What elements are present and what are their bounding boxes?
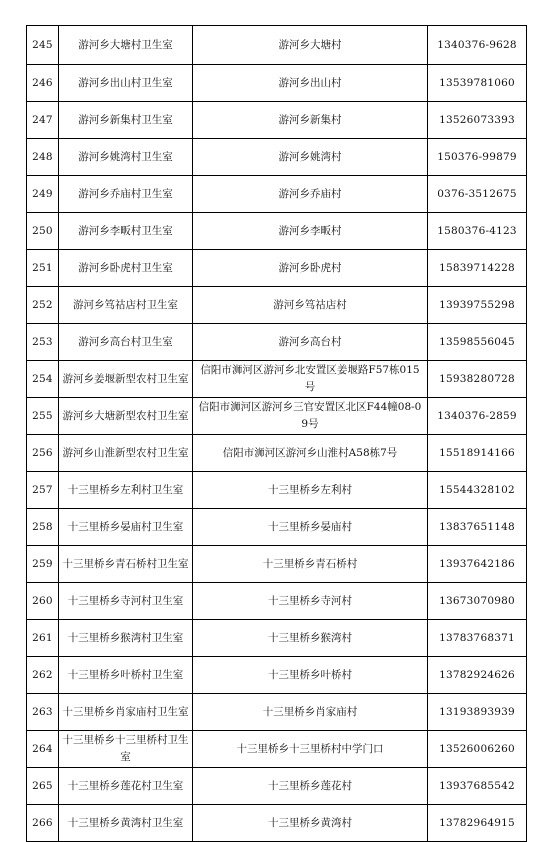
clinic-address: 游河乡出山村	[193, 65, 428, 102]
clinic-phone: 13526006260	[428, 731, 527, 768]
clinic-address: 十三里桥乡左利村	[193, 472, 428, 509]
clinic-name: 十三里桥乡十三里桥村卫生室	[59, 731, 193, 768]
row-number: 247	[27, 102, 59, 139]
clinic-address: 十三里桥乡莲花村	[193, 768, 428, 805]
clinic-phone: 0376-3512675	[428, 176, 527, 213]
row-number: 260	[27, 583, 59, 620]
table-row	[27, 435, 527, 472]
table-row	[27, 509, 527, 546]
clinic-phone: 1340376-2859	[428, 398, 527, 435]
row-number: 253	[27, 324, 59, 361]
clinic-address: 游河乡卧虎村	[193, 250, 428, 287]
row-number: 251	[27, 250, 59, 287]
table-row	[27, 65, 527, 102]
table-row	[27, 213, 527, 250]
clinic-name: 十三里桥乡肖家庙村卫生室	[59, 694, 193, 731]
clinic-name: 十三里桥乡寺河村卫生室	[59, 583, 193, 620]
table-row	[27, 398, 527, 435]
clinic-address: 十三里桥乡黄湾村	[193, 805, 428, 842]
clinic-address: 游河乡李畈村	[193, 213, 428, 250]
clinic-name: 游河乡高台村卫生室	[59, 324, 193, 361]
clinic-address: 十三里桥乡寺河村	[193, 583, 428, 620]
clinic-name: 十三里桥乡叶桥村卫生室	[59, 657, 193, 694]
clinic-address: 十三里桥乡肖家庙村	[193, 694, 428, 731]
clinic-phone: 13539781060	[428, 65, 527, 102]
row-number: 252	[27, 287, 59, 324]
row-number: 261	[27, 620, 59, 657]
row-number: 246	[27, 65, 59, 102]
row-number: 263	[27, 694, 59, 731]
clinic-phone: 13937685542	[428, 768, 527, 805]
table-row	[27, 657, 527, 694]
clinic-phone: 15839714228	[428, 250, 527, 287]
row-number: 264	[27, 731, 59, 768]
clinic-address: 十三里桥乡猴湾村	[193, 620, 428, 657]
clinic-address: 十三里桥乡十三里桥村中学门口	[193, 731, 428, 768]
clinic-address: 游河乡大塘村	[193, 26, 428, 65]
clinic-name: 十三里桥乡莲花村卫生室	[59, 768, 193, 805]
clinic-phone: 1340376-9628	[428, 26, 527, 65]
table-row	[27, 472, 527, 509]
clinic-name: 十三里桥乡黄湾村卫生室	[59, 805, 193, 842]
table-row	[27, 361, 527, 398]
row-number: 256	[27, 435, 59, 472]
clinic-address: 游河乡姚湾村	[193, 139, 428, 176]
row-number: 254	[27, 361, 59, 398]
clinic-address: 信阳市浉河区游河乡山淮村A58栋7号	[193, 435, 428, 472]
clinic-phone: 15518914166	[428, 435, 527, 472]
table-row	[27, 731, 527, 768]
table-row	[27, 324, 527, 361]
table-row	[27, 583, 527, 620]
table-row	[27, 620, 527, 657]
clinic-address: 游河乡乔庙村	[193, 176, 428, 213]
row-number: 259	[27, 546, 59, 583]
clinic-name: 游河乡笃祜店村卫生室	[59, 287, 193, 324]
clinic-phone: 13193893939	[428, 694, 527, 731]
clinic-name: 游河乡李畈村卫生室	[59, 213, 193, 250]
row-number: 255	[27, 398, 59, 435]
clinic-address: 十三里桥乡晏庙村	[193, 509, 428, 546]
table-row	[27, 250, 527, 287]
clinic-name: 十三里桥乡左利村卫生室	[59, 472, 193, 509]
clinic-address: 信阳市浉河区游河乡北安置区姜堰路F57栋015号	[193, 361, 428, 398]
clinic-name: 十三里桥乡晏庙村卫生室	[59, 509, 193, 546]
clinic-phone: 15938280728	[428, 361, 527, 398]
table-row	[27, 768, 527, 805]
table-row	[27, 287, 527, 324]
clinic-address: 游河乡笃祜店村	[193, 287, 428, 324]
clinic-phone: 13598556045	[428, 324, 527, 361]
clinic-address: 信阳市浉河区游河乡三官安置区北区F44幢08-09号	[193, 398, 428, 435]
clinic-phone: 13783768371	[428, 620, 527, 657]
table-body	[27, 26, 527, 842]
clinic-address: 十三里桥乡叶桥村	[193, 657, 428, 694]
row-number: 249	[27, 176, 59, 213]
clinic-phone: 15544328102	[428, 472, 527, 509]
row-number: 250	[27, 213, 59, 250]
clinic-name: 游河乡姚湾村卫生室	[59, 139, 193, 176]
table-row	[27, 139, 527, 176]
row-number: 245	[27, 26, 59, 65]
clinic-phone: 13939755298	[428, 287, 527, 324]
clinic-phone: 13526073393	[428, 102, 527, 139]
clinic-phone: 13782964915	[428, 805, 527, 842]
clinic-name: 游河乡大塘新型农村卫生室	[59, 398, 193, 435]
clinic-name: 游河乡卧虎村卫生室	[59, 250, 193, 287]
clinic-phone: 150376-99879	[428, 139, 527, 176]
clinic-name: 游河乡山淮新型农村卫生室	[59, 435, 193, 472]
clinic-name: 游河乡大塘村卫生室	[59, 26, 193, 65]
clinic-directory-table	[26, 25, 527, 842]
row-number: 266	[27, 805, 59, 842]
table-row	[27, 546, 527, 583]
clinic-phone: 13837651148	[428, 509, 527, 546]
table-row	[27, 26, 527, 65]
clinic-address: 游河乡高台村	[193, 324, 428, 361]
clinic-name: 十三里桥乡青石桥村卫生室	[59, 546, 193, 583]
table-row	[27, 176, 527, 213]
row-number: 262	[27, 657, 59, 694]
clinic-name: 游河乡出山村卫生室	[59, 65, 193, 102]
table-row	[27, 102, 527, 139]
row-number: 257	[27, 472, 59, 509]
clinic-name: 十三里桥乡猴湾村卫生室	[59, 620, 193, 657]
clinic-name: 游河乡姜堰新型农村卫生室	[59, 361, 193, 398]
clinic-phone: 13937642186	[428, 546, 527, 583]
clinic-address: 游河乡新集村	[193, 102, 428, 139]
row-number: 258	[27, 509, 59, 546]
clinic-name: 游河乡新集村卫生室	[59, 102, 193, 139]
table-row	[27, 694, 527, 731]
row-number: 265	[27, 768, 59, 805]
clinic-phone: 13782924626	[428, 657, 527, 694]
clinic-address: 十三里桥乡青石桥村	[193, 546, 428, 583]
clinic-name: 游河乡乔庙村卫生室	[59, 176, 193, 213]
clinic-phone: 13673070980	[428, 583, 527, 620]
row-number: 248	[27, 139, 59, 176]
clinic-phone: 1580376-4123	[428, 213, 527, 250]
table-row	[27, 805, 527, 842]
